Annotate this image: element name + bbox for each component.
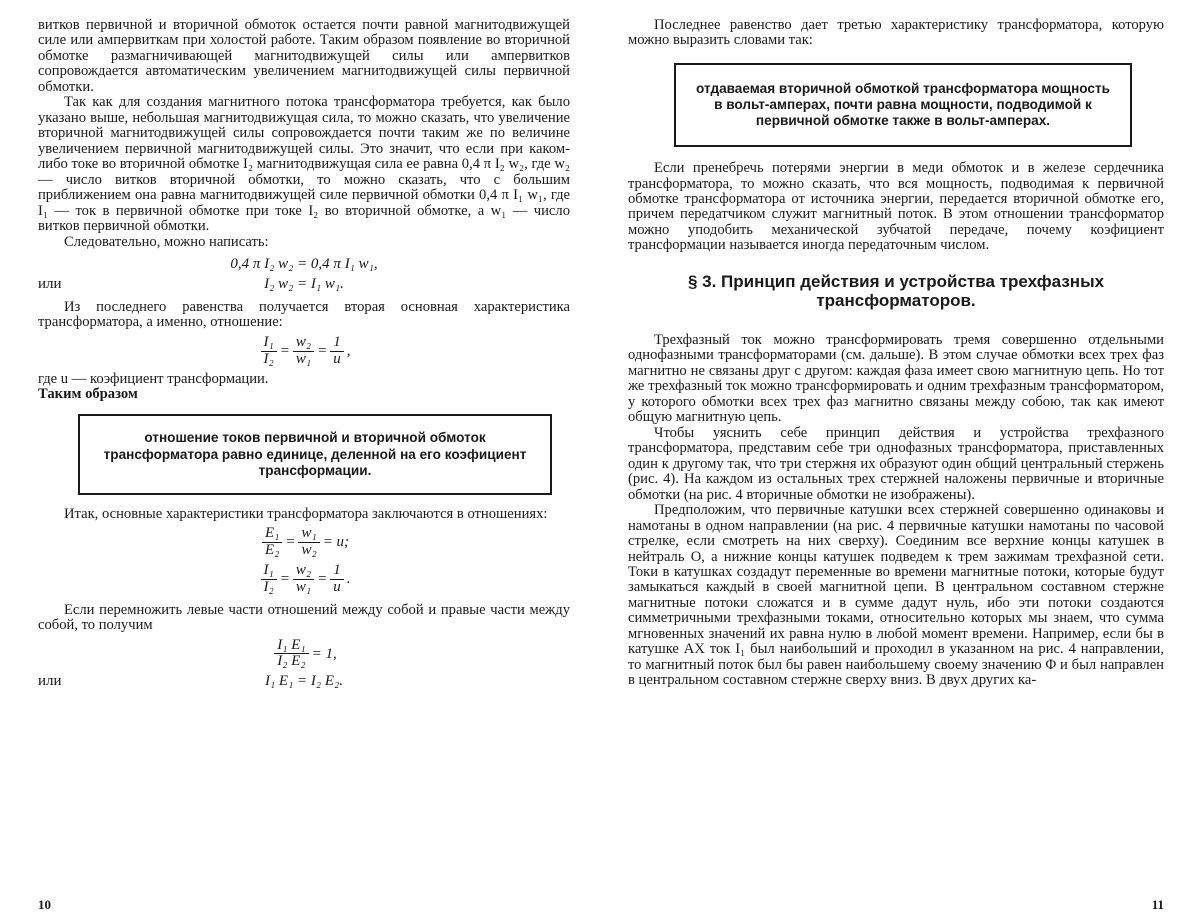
- equation-power-balance-row: [38, 674, 570, 690]
- right-page: [628, 17, 1164, 913]
- left-paragraph-8: Если перемножить левые части отношений между собой и правые части между собой, то получим: [38, 601, 570, 634]
- boxed-statement-power: отдаваемая вторичной обмоткой трансформатора мощность в вольт-амперах, почти равна мощности, подводимой к первичной обмотке также в вольт-амперах.: [674, 63, 1132, 147]
- word-or-label-2: или: [38, 673, 62, 690]
- left-paragraph-4: Из последнего равенства получается вторая основная характеристика трансформатора, а именно, отношение:: [38, 298, 570, 331]
- left-paragraph-3: Следовательно, можно написать:: [64, 233, 269, 250]
- left-paragraph-2: Так как для создания магнитного потока трансформатора требуется, как было указано выше, небольшая магнитодвижущая сила, то можно сказать, что увеличение вторичной магнитодвижущей силы сопровождается почти таким же по величине увеличением первичной магнитодвижущей силы. Это значит, что если при каком-либо токе во вторичной обмотке I₂ магнитодвижущая сила ее равна 0,4 π I₂ w₂, где w₂ — число витков вторичной обмотки, то можно сказать, что с большим приближением она равна магнитодвижущей силе первичной обмотки 0,4 π I₁ w₁, где I₁ — ток в первичной обмотке при токе I₂ во вторичной обмотке, а w₁ — число витков первичной обмотки.: [38, 94, 570, 235]
- word-or-label: или: [38, 275, 62, 292]
- equation-emf-ratio: $\frac{\text{E₁}}{\text{E₂}}$ = $\frac{\text{w₁}}{\text{w₂}}$ = u;: [38, 526, 570, 559]
- page-number-left: 10: [38, 897, 51, 913]
- equation-power-balance: I₁ E₁ = I₂ E₂.: [264, 673, 344, 690]
- equation-ampere-turns-row: [38, 277, 570, 293]
- equation-mmf-balance: 0,4 π I₂ w₂ = 0,4 π I₁ w₁,: [230, 256, 378, 273]
- section-heading: § 3. Принцип действия и устройства трехфазных трансформаторов.: [687, 271, 1105, 311]
- equation-ampere-turns: I₂ w₂ = I₁ w₁.: [264, 275, 344, 292]
- boxed-statement-current-ratio: отношение токов первичной и вторичной обмоток трансформатора равно единице, деленной на его коэфициент трансформации.: [78, 414, 552, 494]
- right-paragraph-1: Последнее равенство дает третью характеристику трансформатора, которую можно выразить словами так:: [628, 17, 1164, 49]
- right-paragraph-2: Если пренебречь потерями энергии в меди обмоток и в железе сердечника трансформатора, то можно сказать, что вся мощность, подводимая к первичной обмотке трансформатора от источника энергии, передается вторичной обмотке его, причем передатчиком служит магнитный поток. В этом отношении трансформатор можно уподобить механической зубчатой передаче, почему коэфициент трансформации называется иногда передаточным числом.: [628, 160, 1164, 254]
- page-number-right: 11: [1151, 897, 1164, 913]
- left-paragraph-7: Итак, основные характеристики трансформатора заключаются в отношениях:: [64, 505, 548, 522]
- left-paragraph-5: где u — коэфициент трансформации.: [38, 370, 269, 387]
- equation-current-ratio: $\frac{\text{I₁}}{\text{I₂}}$ = $\frac{\text{w₂}}{\text{w₁}}$ = $\frac{1}{u}$ ,: [38, 335, 570, 368]
- equation-power-product: $\frac{\text{I₁ E₁}}{\text{I₂ E₂}}$ = 1,: [38, 638, 570, 671]
- left-paragraph-6: Таким образом: [38, 386, 138, 402]
- left-page: [38, 17, 570, 913]
- right-paragraph-3: Трехфазный ток можно трансформировать тремя совершенно отдельными однофазными трансформаторами (см. дальше). В этом случае обмотки всех трех фаз магнитно не связаны друг с другом: каждая фаза имеет свою магнитную цепь. Но тот же трехфазный ток можно трансформировать и одним трехфазным трансформатором, у которого обмотки всех трех фаз магнитно связаны между собою, так как имеют общую магнитную цепь.: [628, 331, 1164, 426]
- right-paragraph-5: Предположим, что первичные катушки всех стержней совершенно одинаковы и намотаны в одном направлении (на рис. 4 первичные катушки намотаны по часовой стрелке, если смотреть на них сверху). Соединим все верхние концы катушек в нейтраль O, а нижние концы катушек подведем к трем зажимам трехфазной сети. Токи в катушках создадут переменные во времени магнитные потоки, которые будут замыкаться каждый в своей магнитной цепи. В центральном составном стержне магнитные потоки сложатся и в сумме дадут нуль, ибо эти потоки создаются симметричными трехфазными токами, относительно которых мы знаем, что сумма мгновенных значений их равна нулю в любой момент времени. Например, если бы в катушке AX ток I₁ был наибольший и проходил в указанном на рис. 4 направлении, то магнитный поток был бы равен наибольшему своему значению Φ и был направлен в центральном составном стержне сверху вниз. В двух других ка-: [628, 502, 1164, 689]
- equation-current-ratio-repeat: $\frac{\text{I₁}}{\text{I₂}}$ = $\frac{\text{w₂}}{\text{w₁}}$ = $\frac{1}{u}$ .: [38, 563, 570, 596]
- left-paragraph-1: витков первичной и вторичной обмоток остается почти равной магнитодвижущей силе или ампервиткам при холостой работе. Таким образом появление во вторичной обмотке размагничивающей магнитодвижущей силы или ампервитков сопровождается автоматическим увеличением магнитодвижущей силы первичной обмотки.: [38, 17, 570, 95]
- right-paragraph-4: Чтобы уяснить себе принцип действия и устройства трехфазного трансформатора, представим себе три однофазных трансформатора, приставленных один к другому так, что три стержня их образуют один общий центральный стержень (рис. 4). На каждом из остальных трех стержней наложены первичные и вторичные обмотки (на рис. 4 вторичные обмотки не изображены).: [628, 424, 1164, 503]
